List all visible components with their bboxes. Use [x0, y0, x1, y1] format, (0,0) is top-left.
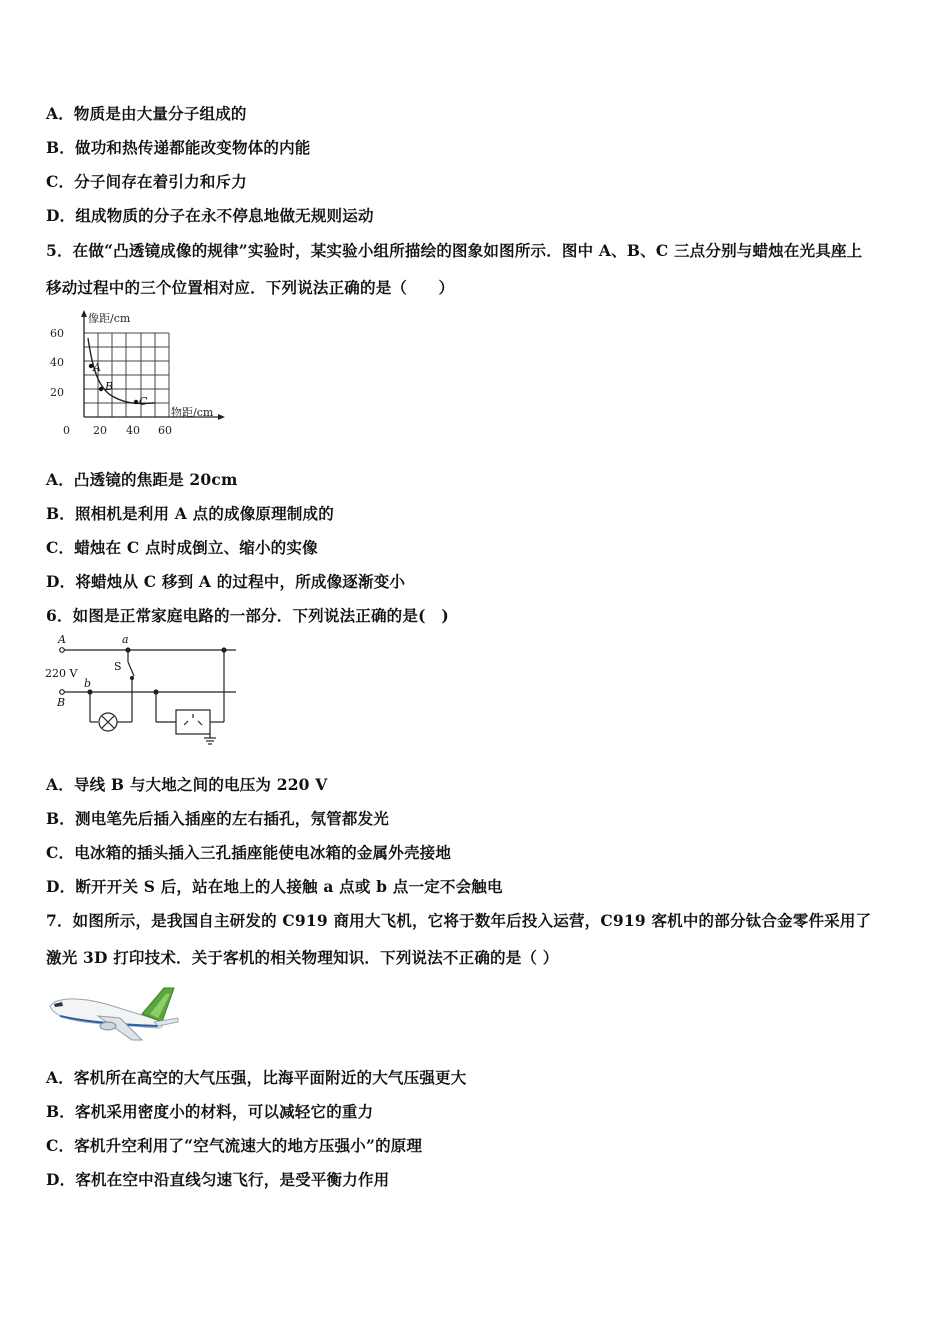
q5-option-d: D．将蜡烛从 C 移到 A 的过程中，所成像逐渐变小	[46, 572, 406, 591]
q7-stem-line2: 激光 3D 打印技术．关于客机的相关物理知识．下列说法不正确的是（ ）	[46, 948, 559, 967]
q4-option-c: C．分子间存在着引力和斥力	[46, 172, 247, 191]
q6-circuit-diagram	[40, 630, 250, 748]
circuit-label-point-a: a	[122, 633, 129, 646]
graph-ytick: 40	[50, 356, 64, 369]
q6-option-b: B．测电笔先后插入插座的左右插孔，氖管都发光	[46, 809, 390, 828]
q5-lens-graph	[46, 308, 236, 443]
graph-xtick: 40	[126, 424, 140, 437]
graph-ylabel: 像距/cm	[88, 312, 131, 325]
graph-ytick: 60	[50, 327, 64, 340]
q7-option-a: A．客机所在高空的大气压强，比海平面附近的大气压强更大	[46, 1068, 467, 1087]
q4-option-d: D．组成物质的分子在永不停息地做无规则运动	[46, 206, 374, 225]
q6-option-d: D．断开开关 S 后，站在地上的人接触 a 点或 b 点一定不会触电	[46, 877, 503, 896]
q7-option-b: B．客机采用密度小的材料，可以减轻它的重力	[46, 1102, 374, 1121]
graph-label-a: A	[93, 361, 101, 374]
q5-stem-line1: 5．在做“凸透镜成像的规律”实验时，某实验小组所描绘的图象如图所示．图中 A、B、C 三点分别与蜡烛在光具座上	[46, 241, 863, 260]
q5-stem-line2: 移动过程中的三个位置相对应．下列说法正确的是（ ）	[46, 278, 455, 297]
circuit-voltage: 220 V	[45, 667, 78, 680]
graph-label-c: C	[139, 395, 148, 408]
graph-point-c	[134, 400, 138, 404]
q5-option-c: C．蜡烛在 C 点时成倒立、缩小的实像	[46, 538, 318, 557]
q5-option-b: B．照相机是利用 A 点的成像原理制成的	[46, 504, 334, 523]
q4-option-a: A．物质是由大量分子组成的	[46, 104, 247, 123]
q6-stem: 6．如图是正常家庭电路的一部分．下列说法正确的是( )	[46, 606, 449, 625]
q7-option-d: D．客机在空中沿直线匀速飞行，是受平衡力作用	[46, 1170, 390, 1189]
q6-option-c: C．电冰箱的插头插入三孔插座能使电冰箱的金属外壳接地	[46, 843, 452, 862]
q4-option-b: B．做功和热传递都能改变物体的内能	[46, 138, 311, 157]
graph-xtick: 60	[158, 424, 172, 437]
circuit-switch-label: S	[114, 660, 122, 673]
q7-stem-line1: 7．如图所示，是我国自主研发的 C919 商用大飞机，它将于数年后投入运营，C919 客机中的部分钛合金零件采用了	[46, 911, 872, 930]
q5-option-a: A．凸透镜的焦距是 20cm	[46, 470, 238, 489]
graph-xtick: 0	[63, 424, 70, 437]
q7-airplane-image	[46, 984, 182, 1044]
q6-option-a: A．导线 B 与大地之间的电压为 220 V	[46, 775, 328, 794]
graph-xlabel: 物距/cm	[171, 406, 214, 419]
graph-ytick: 20	[50, 386, 64, 399]
circuit-label-line-b: B	[57, 696, 66, 709]
q7-option-c: C．客机升空利用了“空气流速大的地方压强小”的原理	[46, 1136, 423, 1155]
graph-label-b: B	[105, 380, 114, 393]
circuit-label-point-b: b	[84, 677, 92, 690]
graph-xtick: 20	[93, 424, 107, 437]
graph-point-b	[99, 387, 103, 391]
circuit-label-line-a: A	[58, 633, 66, 646]
